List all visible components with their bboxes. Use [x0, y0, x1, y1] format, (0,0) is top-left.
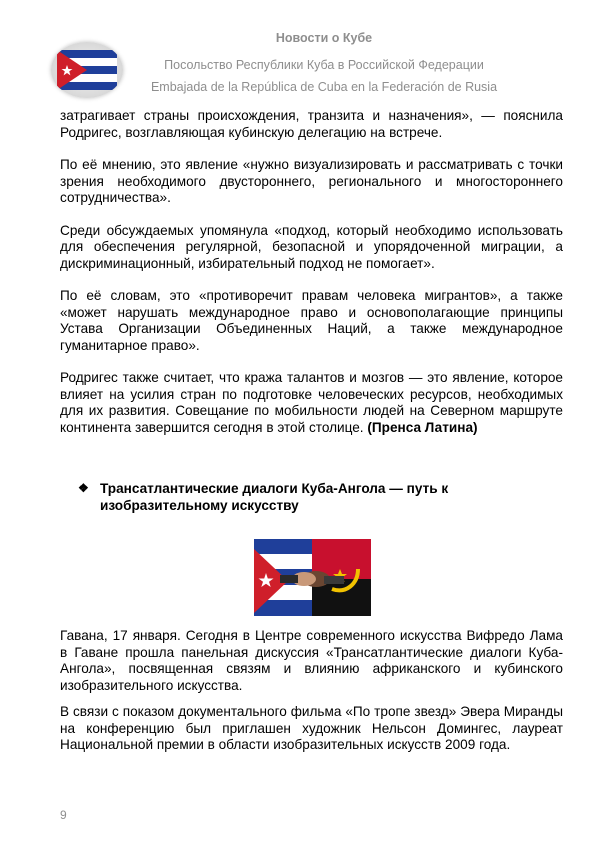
paragraph: В связи с показом документального фильма «По тропе звезд» Эвера Миранды на конференцию был приглашен художник Нельсон Домингес, лауреат Национальной премии в области изобразительных искусств 2009 года.: [60, 704, 563, 752]
diamond-bullet-icon: ❖: [78, 481, 89, 495]
header-embassy-es: Embajada de la República de Cuba en la Federación de Rusia: [150, 80, 498, 94]
article-1-body: [60, 108, 563, 436]
paragraph: Среди обсуждаемых упомянула «подход, который необходимо использовать для обеспечения регулярной, безопасной и упорядоченной миграции, а дискриминационный, избирательный подход не помогает».: [60, 222, 563, 271]
header-title: Новости о Кубе: [275, 31, 373, 45]
header-embassy-ru: Посольство Республики Куба в Российской Федерации: [164, 58, 484, 72]
article-2-body: [60, 628, 563, 754]
paragraph: Гавана, 17 января. Сегодня в Центре современного искусства Вифредо Лама в Гаване прошла панельная дискуссия «Трансатлантические диалоги Куба-Ангола», посвященная связям и влиянию африканского и кубинского изобразительного искусства.: [60, 628, 563, 693]
paragraph: По её словам, это «противоречит правам человека мигрантов», а также «может нарушать международное право и основополагающие принципы Устава Организации Объединенных Наций, а также международное гуманитарное право».: [60, 288, 563, 353]
paragraph-text: Родригес также считает, что кража талантов и мозгов — это явление, которое влияет на усилия стран по подготовке человеческих ресурсов, необходимых для их развития. Совещание по мобильности людей на Северном маршруте континента завершится сегодня в этой столице.: [60, 370, 563, 435]
paragraph: затрагивает страны происхождения, транзита и назначения», — пояснила Родригес, возглавляющая кубинскую делегацию на встрече.: [60, 108, 563, 140]
page-header: [0, 0, 608, 110]
article-title-line-2: изобразительному искусству: [100, 498, 299, 513]
paragraph: По её мнению, это явление «нужно визуализировать и рассматривать с точки зрения необходимого двустороннего, регионального и многостороннего сотрудничества».: [60, 157, 563, 205]
paragraph-with-source: [60, 370, 563, 436]
news-source: (Пренса Латина): [367, 419, 478, 435]
page-number: 9: [60, 808, 67, 822]
cuba-angola-flags-photo: [254, 539, 371, 616]
article-title-line-1: Трансатлантические диалоги Куба-Ангола — путь к: [100, 481, 449, 496]
article-2-heading: [80, 480, 563, 514]
